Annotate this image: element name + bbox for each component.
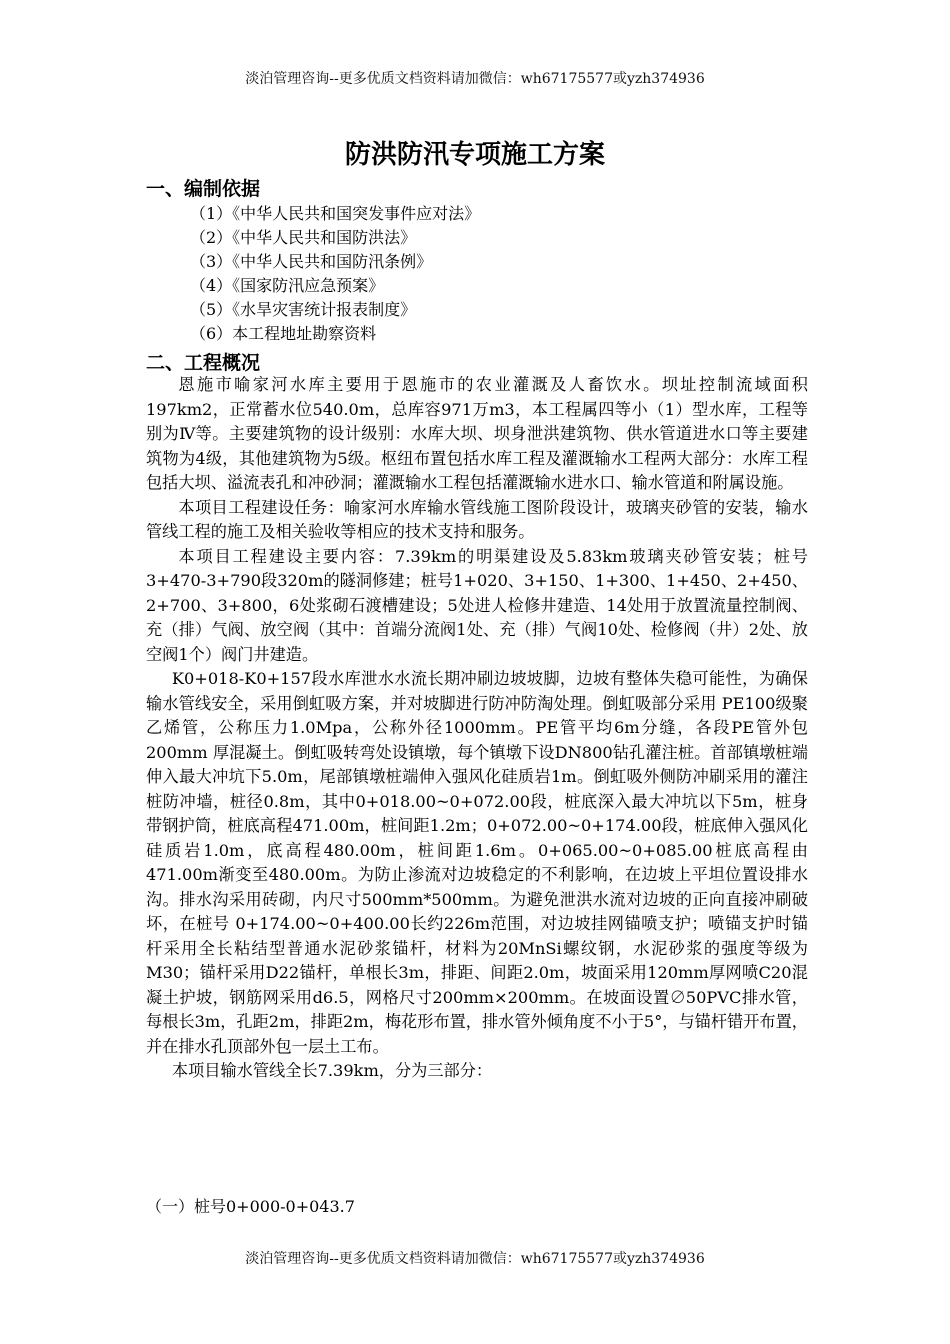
section-heading-basis: 一、编制依据 (146, 178, 261, 200)
basis-list (190, 202, 480, 346)
paragraph: 本项目工程建设任务：喻家河水库输水管线施工图阶段设计，玻璃夹砂管的安装，输水管线工程的施工及相关验收等相应的技术支持和服务。 (146, 497, 808, 541)
list-item: （2）《中华人民共和国防洪法》 (190, 228, 417, 247)
list-item: （1）《中华人民共和国突发事件应对法》 (190, 204, 481, 223)
page-header: 淡泊管理咨询--更多优质文档资料请加微信：wh67175577或yzh374936 (245, 71, 705, 87)
paragraph: 本项目工程建设主要内容：7.39km的明渠建设及5.83km玻璃夹砂管安装；桩号3+470-3+790段320m的隧洞修建；桩号1+020、3+150、1+300、1+450、2+450、2+700、3+800，6处浆砌石渡槽建设；5处进人检修井建造、14处用于放置流量控制阀、充（排）气阀、放空阀（其中：首端分流阀1处、充（排）气阀10处、检修阀（井）2处、放空阀1个）阀门井建造。 (146, 546, 808, 664)
paragraph: 恩施市喻家河水库主要用于恩施市的农业灌溉及人畜饮水。坝址控制流域面积197km2，正常蓄水位540.0m，总库容971万m3，本工程属四等小（1）型水库，工程等别为Ⅳ等。主要建筑物的设计级别：水库大坝、坝身泄洪建筑物、供水管道进水口等主要建筑物为4级，其他建筑物为5级。枢纽布置包括水库工程及灌溉输水工程两大部分：水库工程包括大坝、溢流表孔和冲砂洞；灌溉输水工程包括灌溉输水进水口、输水管道和附属设施。 (146, 375, 808, 492)
paragraph: 本项目输水管线全长7.39km，分为三部分： (171, 1061, 493, 1080)
paragraph: K0+018-K0+157段水库泄水水流长期冲刷边坡坡脚，边坡有整体失稳可能性，为确保输水管线安全，采用倒虹吸方案，并对坡脚进行防冲防淘处理。倒虹吸部分采用 PE100级聚乙烯管，公称压力1.0Mpa，公称外径1000mm。PE管平均6m分缝，各段PE管外包200mm 厚混凝土。倒虹吸转弯处设镇墩，每个镇墩下设DN800钻孔灌注桩。首部镇墩桩端伸入最大冲坑下5.0m，尾部镇墩桩端伸入强风化硅质岩1m。倒虹吸外侧防冲刷采用的灌注桩防冲墙，桩径0.8m，其中0+018.00~0+072.00段，桩底深入最大冲坑以下5m，桩身带钢护筒，桩底高程471.00m，桩间距1.2m；0+072.00~0+174.00段，桩底伸入强风化硅质岩1.0m，底高程480.00m，桩间距1.6m。0+065.00~0+085.00桩底高程由471.00m渐变至480.00m。为防止渗流对边坡稳定的不利影响，在边坡上平坦位置设排水沟。排水沟采用砖砌，内尺寸500mm*500mm。为避免泄洪水流对边坡的正向直接冲刷破坏，在桩号 0+174.00~0+400.00长约226m范围，对边坡挂网锚喷支护；喷锚支护时锚杆采用全长粘结型普通水泥砂浆锚杆，材料为20MnSi螺纹钢，水泥砂浆的强度等级为M30；锚杆采用D22锚杆，单根长3m，排距、间距2.0m，坡面采用120mm厚网喷C20混凝土护坡，钢筋网采用d6.5，网格尺寸200mm×200mm。在坡面设置∅50PVC排水管，每根长3m，孔距2m，排距2m，梅花形布置，排水管外倾角度不小于5°，与锚杆错开布置，并在排水孔顶部外包一层土工布。 (146, 669, 808, 1056)
list-item: （6）本工程地址勘察资料 (190, 324, 377, 343)
list-item: （4）《国家防汛应急预案》 (190, 276, 385, 295)
document-title: 防洪防汛专项施工方案 (344, 140, 605, 170)
list-item: （5）《水旱灾害统计报表制度》 (190, 300, 417, 319)
page-footer: 淡泊管理咨询--更多优质文档资料请加微信：wh67175577或yzh374936 (245, 1251, 705, 1267)
section-heading-overview: 二、工程概况 (146, 352, 261, 374)
overview-body (146, 373, 808, 1084)
list-item: （3）《中华人民共和国防汛条例》 (190, 252, 433, 271)
subsection-heading: （一）桩号0+000-0+043.7 (146, 1197, 355, 1216)
